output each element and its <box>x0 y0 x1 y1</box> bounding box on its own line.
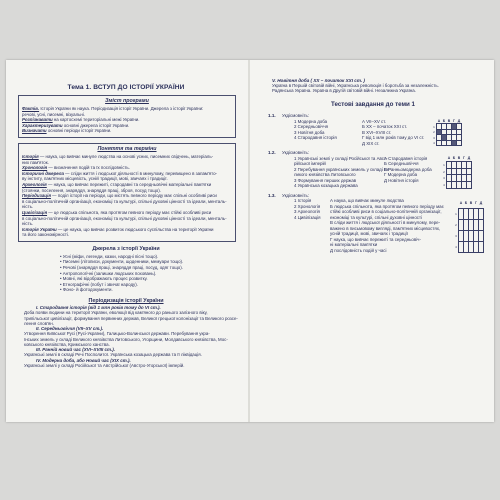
grid-letter: Г <box>475 200 477 205</box>
grid-cell[interactable] <box>467 162 472 169</box>
period-5-heading: V. Новітня доба ( XX – початок XXI ст. ) <box>272 78 365 83</box>
grid-letter: А <box>447 156 451 161</box>
text-line <box>22 232 232 238</box>
program-box <box>18 95 236 138</box>
definition: в соціально-політичній організації, економіці та культурі, спільні духовні цінності та ідеали, менталь- <box>22 215 227 221</box>
text-line <box>22 216 232 222</box>
list-item: • Усні (міфи, легенди, казки, народні пісні тощо). <box>60 253 159 259</box>
grid-letter: В <box>457 156 461 161</box>
definition: та його закономірності. <box>22 232 70 238</box>
grid-letter: Б <box>442 119 446 124</box>
period-heading: I. Стародавня історія (від 1 млн років тому до VI ст.). <box>36 305 161 311</box>
option: А VII–XV ст. <box>362 118 386 124</box>
option: економіці та культурі, спільні духовні цінності <box>330 214 422 220</box>
option: 1 Модерна доба <box>294 118 328 124</box>
topic-title: Тема 1. ВСТУП ДО ІСТОРІЇ УКРАЇНИ <box>67 84 185 91</box>
sources-title: Джерела з історії України <box>92 245 160 252</box>
right-column <box>384 156 436 189</box>
option: 3 Формування перших держав <box>294 177 357 183</box>
book-spread <box>6 60 494 422</box>
period-text: Українські землі у складі Російської та Австрійської (Австро-Угорської) імперій. <box>24 363 185 369</box>
grid-letter: В <box>469 200 473 205</box>
definition: основні періоди історії України. <box>46 128 112 134</box>
period-text: Українські землі в складі Речі Посполитої. Українська козацька держава та її ліквідація. <box>24 352 202 358</box>
definition: — наука, що вивчає пережиті, стародавні та середньовічні матеріальні пам'ятки <box>46 181 212 187</box>
grid-letter: А <box>459 200 463 205</box>
grid-cell[interactable] <box>479 230 484 241</box>
option: важено в письмовому вигляді, пам'ятних місцевостях, <box>330 225 441 231</box>
term: Визначати <box>22 128 47 134</box>
option: 2 Середньовіччя <box>294 124 329 130</box>
list-item: • Фоно- й фотодокументи. <box>60 287 113 293</box>
definition: — наука, що вивчає минуле людства на основі усних, писемних свідчень, матеріаль- <box>38 153 214 159</box>
definition: ву інститу, пам'ятних місцевість, усній традиції, мові, звичаях і традиції. <box>22 176 168 182</box>
definition: — визначення подій та їх послідовність. <box>47 165 130 171</box>
period-text: Утворення Київської Русі (Русі-України), Галицько-Волинської держави. Перебування укра- <box>24 331 210 337</box>
definition: основні джерела історії України. <box>62 122 130 128</box>
term: Періодизація <box>22 193 51 199</box>
option: Д Новітня історія <box>384 177 419 183</box>
definition: ність. <box>22 221 34 227</box>
grid-row-number: 2 <box>443 169 445 174</box>
grid-cell[interactable] <box>479 219 484 230</box>
option: Б Середньовіччя <box>384 161 419 167</box>
definition: на картосхемі територіальні межі України. <box>52 117 140 123</box>
grid-cell[interactable] <box>457 140 462 146</box>
question-1-3 <box>268 193 494 253</box>
grid-cell[interactable] <box>479 208 484 219</box>
right-column <box>330 198 448 253</box>
concepts-title: Поняття та терміни <box>97 145 157 152</box>
grid-row-number: 3 <box>433 135 435 140</box>
periods-list <box>6 305 246 368</box>
grid-letter: А <box>437 119 441 124</box>
text-line <box>22 128 232 134</box>
test-title: Тестові завдання до теми 1 <box>330 101 415 109</box>
answer-grid[interactable] <box>432 119 462 147</box>
period-text: Доба появи людини на території України, еволюції від кам'яного до ранього залізного віку, <box>24 310 208 316</box>
question-instruction: Укдісмовніть: <box>282 192 309 198</box>
question-instruction: Укдісмовніть: <box>282 113 309 119</box>
text-line <box>22 154 232 160</box>
list-item: • Писемні (літописи, документи, щоденники, мемуари тощо). <box>60 259 184 265</box>
term: Історія <box>22 153 39 159</box>
option: 4 Стародавня історія <box>294 135 337 141</box>
option: Б XX – початок XXI ст. <box>362 124 407 130</box>
term: Характеризувати <box>22 122 63 128</box>
list-item: • Антропологічні (залишки людських поховань). <box>60 270 157 276</box>
list-item: • Мовні, які відображають процес розвитку. <box>60 276 148 282</box>
grid-row-number: 4 <box>455 245 457 250</box>
term: Історія України <box>22 226 57 232</box>
question-number: 1.1. <box>268 113 276 119</box>
option: 3 Новітня доба <box>294 129 325 135</box>
definition: Історія України як наука. Періодизація історії України. Джерела з історії України: <box>39 106 204 111</box>
list-item: • Речові (знаряддя праці, знаряддя праці, посуд, одяг тощо). <box>60 265 183 271</box>
grid-row-number: 4 <box>433 141 435 146</box>
grid-cell[interactable] <box>467 175 472 182</box>
period-text: їнських земель у складі Великого князівства Литовського, Угорщини, Молдавського князівства, Мос- <box>24 336 228 342</box>
period-text: ковського князівства, Кримського ханства. <box>24 341 110 347</box>
option: Г наука, що вивчає пережиті та середньовіч- <box>330 236 421 242</box>
term: Розпізнавати <box>22 117 53 123</box>
grid-row-number: 2 <box>455 222 457 227</box>
question-1-2 <box>268 150 494 188</box>
option: Д XIX ст. <box>362 140 380 146</box>
concepts-lines <box>22 154 232 238</box>
concepts-box <box>18 143 236 242</box>
option: В Ранньомодерна доба <box>384 166 432 172</box>
definition: (стоянки, поселення, знаряддя, знаряддя праці, зброя, посуд тощо). <box>22 187 161 193</box>
grid-cell[interactable] <box>467 182 472 189</box>
grid-row-number: 3 <box>443 176 445 181</box>
definition: них пам'яток. <box>22 159 49 165</box>
left-column <box>294 198 330 253</box>
question-instruction: Укдісмовніть: <box>282 150 309 156</box>
option: А Стародавня історія <box>384 155 428 161</box>
grid-row-number: 1 <box>455 211 457 216</box>
option: ликого князівства Литовського <box>294 172 356 178</box>
option: 4 Цивілізація <box>294 214 321 220</box>
option: 1 Українські землі у складі Російської та Авст- <box>294 155 388 161</box>
grid-letter: Г <box>463 156 465 161</box>
grid-row-number: 3 <box>455 233 457 238</box>
option: 1 Історія <box>294 198 312 204</box>
option: рійської імперій <box>294 161 326 167</box>
answer-grid[interactable] <box>442 156 472 189</box>
option: Г від 1 млн років тому до VI ст. <box>362 135 425 141</box>
grid-letter: Г <box>453 119 455 124</box>
option: В XVI–XVIII ст. <box>362 129 392 135</box>
grid-letter: Д <box>479 200 483 205</box>
periods-title: Періодизація історії України <box>88 298 164 305</box>
definition: — сліди життя і людської діяльності в минулому, перевищено в запам'ято- <box>63 170 218 176</box>
term: Археологія <box>22 181 47 187</box>
question-number: 1.3. <box>268 192 276 198</box>
list-item: • Етнографічні (побут і звичаї народу). <box>60 281 138 287</box>
left-page <box>6 60 246 422</box>
grid-letter: Д <box>467 156 471 161</box>
page-fold <box>248 60 250 422</box>
option: Д послідовність подій у часі <box>330 247 387 253</box>
definition: речові, усні, писемні, візуальні. <box>22 111 86 117</box>
program-lines <box>22 106 232 134</box>
grid-letter: Б <box>464 200 468 205</box>
period-text: лення слов'ян. <box>24 320 54 326</box>
grid-letter: Д <box>457 119 461 124</box>
grid-row-number: 1 <box>443 163 445 167</box>
option: стійкі особливі риси в соціально-політичній організації, <box>330 209 442 215</box>
term: Хронологія <box>22 165 48 171</box>
program-title: Зміст програми <box>105 98 149 104</box>
definition: в соціально-політичній організації, економіці та культурі, спільні духовні цінності та ідеали, менталь- <box>22 198 227 204</box>
left-column <box>294 155 391 189</box>
option: Б людська спільнота, яка протягом певного періоду має <box>330 203 444 209</box>
question-1-1 <box>268 113 494 146</box>
term: Фактів. <box>22 106 40 111</box>
right-page <box>252 60 494 422</box>
option: 2 Хронологія <box>294 203 321 209</box>
sources-list <box>60 254 246 293</box>
period-5-text: Україна в Першій світовій війні, Українська революція і боротьба за незалежність. <box>272 83 439 88</box>
answer-grid[interactable] <box>454 198 484 253</box>
grid-cell[interactable] <box>467 168 472 175</box>
left-column <box>294 119 362 147</box>
option: Г Модерна доба <box>384 172 418 178</box>
period-heading: III. Ранній новий час (XVI–XVIII ст.). <box>36 347 115 353</box>
grid-row-number: 1 <box>433 124 435 129</box>
term: Цивілізація <box>22 209 48 215</box>
option: 3 Археологія <box>294 209 320 215</box>
option: усній традиції, мові, звичаях і традиції <box>330 231 408 237</box>
definition: — поділ історії на періоди, що містять певного періоду має спільні особливі риси <box>50 193 217 199</box>
right-column <box>362 119 426 147</box>
definition: — це людська спільнота, яка протягом певного періоду має стійкі особливі риси <box>47 209 212 215</box>
period-text: трипільської цивілізації, формування первинних держав, Великої грецької колонізації та Великого розсе- <box>24 315 238 321</box>
grid-letter: В <box>447 119 451 124</box>
grid-letter: Б <box>452 156 456 161</box>
grid-cell[interactable] <box>479 241 484 252</box>
option: В сліди життя і людської діяльності в минулому, пере- <box>330 220 441 226</box>
grid-row-number: 4 <box>443 182 445 187</box>
period-heading: IV. Модерна доба, або Новий час (XIX ст.). <box>36 357 131 363</box>
option: ні матеріальні пам'ятки <box>330 242 378 248</box>
text-line <box>22 199 232 205</box>
definition: ність. <box>22 204 34 210</box>
grid-row-number: 2 <box>433 130 435 135</box>
question-number: 1.2. <box>268 150 276 156</box>
option: А наука, що вивчає минуле людства <box>330 198 404 204</box>
period-heading: II. Середньовіччя (VII–XV ст.). <box>36 326 104 332</box>
definition: — це наука, що вивчає розвиток людського суспільства на території України <box>56 226 214 232</box>
term: Історичні джерела <box>22 170 64 176</box>
option: 2 Перебування українських земель у складі Ве- <box>294 166 391 172</box>
option: 4 Українська козацька держава <box>294 183 358 189</box>
period-5-text: Радянська Україна. Україна в Другій світовій війні. Незалежна Україна. <box>272 88 416 94</box>
